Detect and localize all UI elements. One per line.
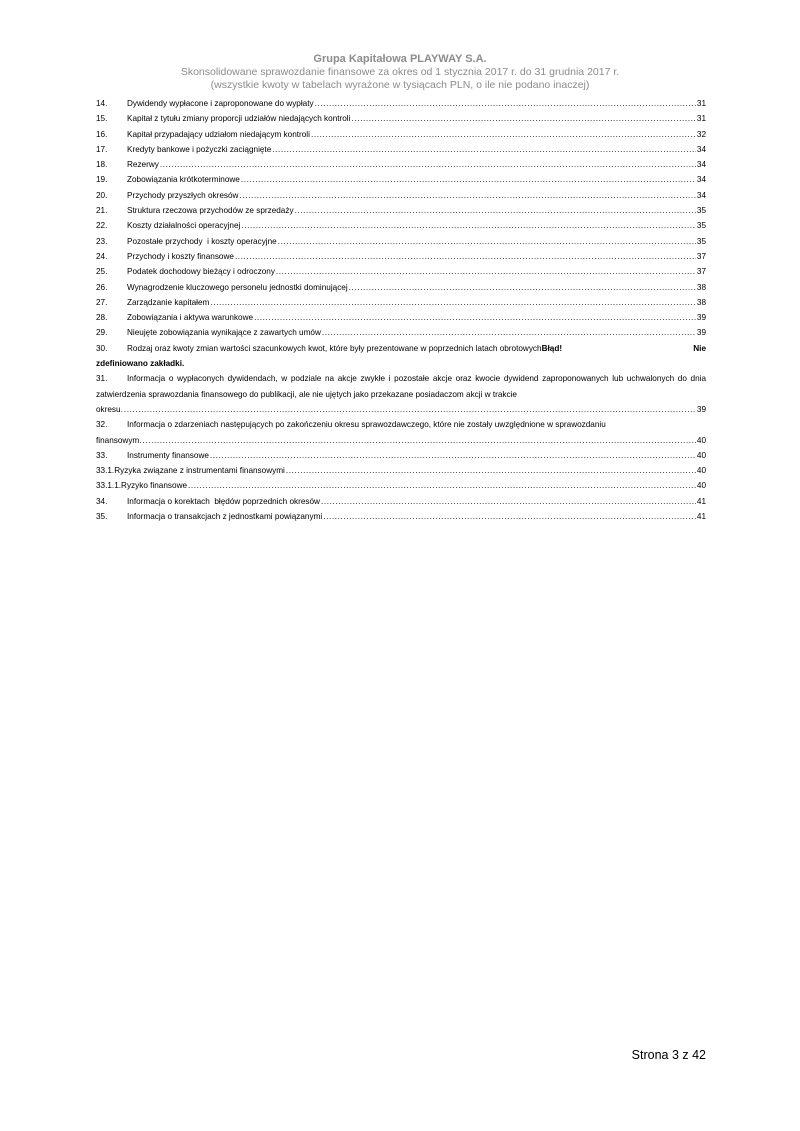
toc-entry-page: 34: [696, 190, 706, 200]
toc-entry-title: Zobowiązania i aktywa warunkowe: [127, 313, 254, 323]
toc-entry-number: 32.: [96, 420, 108, 430]
toc-entry-title: Rodzaj oraz kwoty zmian wartości szacunkowych kwot, które były prezentowane w poprzednich latach obrotowych: [127, 343, 542, 353]
toc-entry-page: 31: [696, 99, 706, 108]
toc-entry-number: 18.: [96, 160, 108, 170]
toc-entry-title: Przychody i koszty finansowe: [127, 251, 234, 261]
toc-entry-title: Pozostałe przychody i koszty operacyjne: [127, 236, 277, 246]
toc-entry-title: Koszty działalności operacyjnej: [127, 221, 241, 231]
toc-entry-text: [96, 417, 706, 432]
toc-entry-number: 21.: [96, 206, 108, 216]
toc-entry[interactable]: [96, 218, 706, 233]
toc-entry-title: Wynagrodzenie kluczowego personelu jednostki dominującej: [127, 282, 348, 292]
leader-dots: [241, 172, 696, 187]
bookmark-error-label-end: zdefiniowano zakładki.: [96, 359, 185, 369]
toc-entry-number: 17.: [96, 144, 108, 154]
leader-dots: [124, 402, 696, 417]
toc-entry-title: Kapitał z tytułu zmiany proporcji udziałów niedających kontroli: [127, 114, 351, 124]
toc-entry-title: Struktura rzeczowa przychodów ze sprzedaży: [127, 206, 294, 216]
toc-entry-last-line: [96, 402, 706, 417]
toc-entry-title: Informacja o zdarzeniach następujących po zakończeniu okresu sprawozdawczego, które nie zostały uwzględnione w sprawozdaniu: [127, 420, 606, 430]
leader-dots: [323, 509, 696, 524]
toc-entry-title-end: okresu.: [96, 404, 123, 414]
toc-entry-title: Przychody przyszłych okresów: [127, 190, 239, 200]
toc-entry[interactable]: [96, 157, 706, 172]
toc-entry-number: 30.: [96, 343, 108, 353]
toc-entry-title: Informacja o transakcjach z jednostkami powiązanymi: [127, 512, 323, 522]
table-of-contents: [96, 96, 706, 524]
toc-entry-title: Instrumenty finansowe: [127, 450, 209, 460]
toc-entry[interactable]: [96, 203, 706, 218]
toc-entry-text: [96, 371, 706, 402]
toc-entry-page: 40: [696, 435, 706, 445]
report-title: Skonsolidowane sprawozdanie finansowe za okres od 1 stycznia 2017 r. do 31 grudnia 2017 r.: [180, 66, 620, 78]
toc-entry-number: 33.: [96, 450, 108, 460]
leader-dots: [143, 433, 696, 448]
toc-entry[interactable]: [96, 234, 706, 249]
toc-entry-title-end: finansowym.: [96, 435, 142, 445]
leader-dots: [321, 494, 696, 509]
toc-entry-page: 41: [696, 512, 706, 522]
toc-entry[interactable]: [96, 478, 706, 493]
toc-entry-31[interactable]: [96, 371, 706, 417]
toc-entry-number: 22.: [96, 221, 108, 231]
toc-entry-title: Zarządzanie kapitałem: [127, 297, 210, 307]
toc-entry-page: 39: [696, 404, 706, 414]
toc-entry-number: 19.: [96, 175, 108, 185]
toc-entry[interactable]: [96, 188, 706, 203]
toc-entry[interactable]: [96, 310, 706, 325]
leader-dots: [241, 218, 696, 233]
toc-entry-number: 23.: [96, 236, 108, 246]
toc-entry-number: 14.: [96, 99, 108, 108]
toc-entry-page: 38: [696, 282, 706, 292]
toc-entry[interactable]: [96, 127, 706, 142]
leader-dots: [272, 142, 696, 157]
toc-entry-title: Informacja o korektach błędów poprzednich okresów: [127, 496, 320, 506]
leader-dots: [254, 310, 696, 325]
leader-dots: [235, 249, 696, 264]
toc-entry-number: 29.: [96, 328, 108, 338]
toc-entry-number: 15.: [96, 114, 108, 124]
page-header: [0, 52, 800, 92]
toc-entry-page: 38: [696, 297, 706, 307]
toc-entry-title: Kredyty bankowe i pożyczki zaciągnięte: [127, 144, 272, 154]
toc-entry-page: 34: [696, 175, 706, 185]
toc-entry-page: 40: [696, 466, 706, 476]
toc-entry-page: 39: [696, 313, 706, 323]
toc-entry-title: Ryzyko finansowe: [121, 481, 188, 491]
leader-dots: [276, 264, 696, 279]
leader-dots: [295, 203, 696, 218]
toc-entry[interactable]: [96, 111, 706, 126]
toc-entry-page: 39: [696, 328, 706, 338]
toc-entry-number: 28.: [96, 313, 108, 323]
toc-entry-page: 40: [696, 481, 706, 491]
toc-entry-32[interactable]: [96, 417, 706, 448]
leader-dots: [315, 96, 696, 111]
page-number: Strona 3 z 42: [631, 1048, 706, 1062]
toc-entry-number: 25.: [96, 267, 108, 277]
toc-entry-page: 35: [696, 221, 706, 231]
toc-entry-number: 27.: [96, 297, 108, 307]
toc-entry-page: 31: [696, 114, 706, 124]
toc-entry-number: 33.1.1.: [96, 481, 122, 491]
toc-entry-number: 20.: [96, 190, 108, 200]
toc-entry-page: 37: [696, 267, 706, 277]
toc-entry-last-line: [96, 433, 706, 448]
toc-entry-page: 32: [696, 129, 706, 139]
leader-dots: [351, 111, 695, 126]
toc-entry-30[interactable]: [96, 341, 706, 356]
toc-entry-page: 35: [696, 236, 706, 246]
leader-dots: [322, 325, 696, 340]
toc-entry-title: Dywidendy wypłacone i zaproponowane do wypłaty: [127, 99, 314, 108]
leader-dots: [210, 295, 696, 310]
bookmark-error-label: Błąd!: [541, 343, 563, 353]
leader-dots: [286, 463, 696, 478]
toc-entry-number: 34.: [96, 496, 108, 506]
toc-entry-title: Ryzyka związane z instrumentami finansowymi: [114, 466, 285, 476]
toc-entry[interactable]: [96, 325, 706, 340]
toc-entry[interactable]: [96, 463, 706, 478]
toc-entry[interactable]: [96, 295, 706, 310]
toc-entry-page: 34: [696, 160, 706, 170]
toc-entry-page: 37: [696, 251, 706, 261]
toc-main-list: [96, 96, 706, 341]
toc-entry-title: Podatek dochodowy bieżący i odroczony: [127, 267, 275, 277]
toc-entry[interactable]: [96, 494, 706, 509]
toc-entry[interactable]: [96, 264, 706, 279]
toc-entry[interactable]: [96, 96, 706, 111]
leader-dots: [210, 448, 696, 463]
toc-entry-number: 31.: [96, 374, 108, 384]
toc-entry-title: Rezerwy: [127, 160, 159, 170]
currency-note: (wszystkie kwoty w tabelach wyrażone w tysiącach PLN, o ile nie podano inaczej): [210, 79, 590, 91]
toc-entry-page: 35: [696, 206, 706, 216]
toc-entry-number: 35.: [96, 512, 108, 522]
toc-entry[interactable]: [96, 142, 706, 157]
toc-entry-page: 40: [696, 450, 706, 460]
toc-entry[interactable]: [96, 249, 706, 264]
toc-entry-title: Zobowiązania krótkoterminowe: [127, 175, 240, 185]
leader-dots: [311, 127, 696, 142]
leader-dots: [278, 234, 696, 249]
leader-dots: [188, 478, 696, 493]
leader-dots: [160, 157, 696, 172]
company-name: Grupa Kapitałowa PLAYWAY S.A.: [313, 53, 487, 65]
bookmark-error-label-cont: Nie: [693, 343, 706, 353]
toc-entry-title: Nieujęte zobowiązania wynikające z zawartych umów: [127, 328, 321, 338]
toc-tail-list: [96, 448, 706, 524]
toc-entry-number: 33.1.: [96, 466, 115, 476]
toc-entry[interactable]: [96, 448, 706, 463]
toc-entry[interactable]: [96, 280, 706, 295]
toc-entry-text: [96, 341, 562, 356]
toc-entry[interactable]: [96, 172, 706, 187]
leader-dots: [239, 188, 695, 203]
toc-entry-number: 26.: [96, 282, 108, 292]
toc-entry[interactable]: [96, 509, 706, 524]
toc-entry-number: 16.: [96, 129, 108, 139]
leader-dots: [349, 280, 696, 295]
toc-entry-page: 34: [696, 144, 706, 154]
toc-entry-title: Kapitał przypadający udziałom niedającym kontroli: [127, 129, 310, 139]
toc-entry-page: 41: [696, 496, 706, 506]
toc-entry-title: Informacja o wypłaconych dywidendach, w podziale na akcje zwykłe i pozostałe akcje oraz kwocie dywidend zaproponowanych lub uchwalonych do dnia zatwierdzenia sprawozdania finansowego do publikacji, ale nie ujętych jako przekazane posiadaczom akcji w trakcie: [96, 374, 706, 399]
toc-entry-number: 24.: [96, 251, 108, 261]
